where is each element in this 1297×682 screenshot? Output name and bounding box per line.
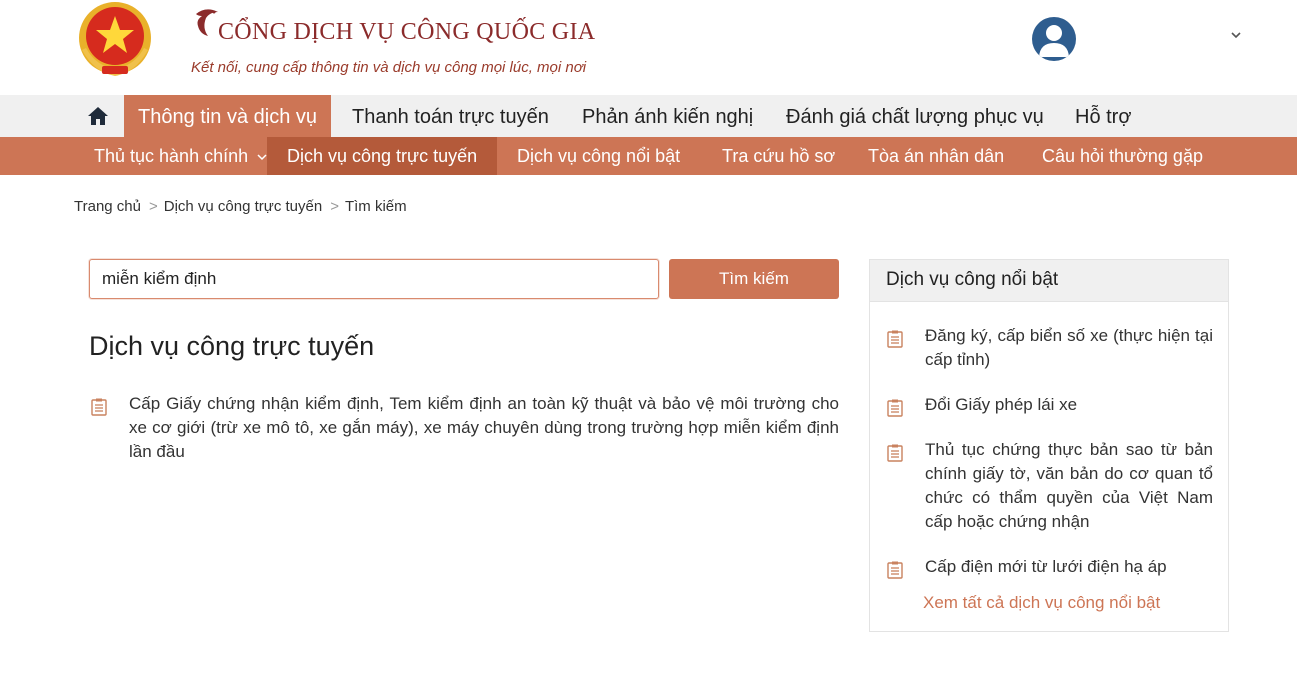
search-input[interactable] xyxy=(89,259,659,299)
featured-link[interactable]: Cấp điện mới từ lưới điện hạ áp xyxy=(925,557,1167,576)
sub-item-tra-cuu[interactable]: Tra cứu hồ sơ xyxy=(722,146,836,166)
sub-item-dvc-truc-tuyen[interactable]: Dịch vụ công trực tuyến xyxy=(267,137,497,175)
main-nav xyxy=(0,95,1297,137)
clipboard-icon xyxy=(887,399,903,417)
brand-title[interactable]: CỔNG DỊCH VỤ CÔNG QUỐC GIA xyxy=(218,19,596,45)
featured-services-panel xyxy=(869,259,1229,632)
breadcrumb-separator: > xyxy=(330,198,339,215)
clipboard-icon xyxy=(887,330,903,348)
breadcrumb-dvc[interactable]: Dịch vụ công trực tuyến xyxy=(163,198,323,215)
clipboard-icon xyxy=(887,561,903,579)
user-avatar-icon[interactable] xyxy=(1032,17,1076,61)
sub-item-label: Thủ tục hành chính xyxy=(94,146,249,166)
chevron-down-icon xyxy=(257,153,267,161)
featured-link[interactable]: Đổi Giấy phép lái xe xyxy=(925,395,1078,414)
result-link[interactable]: Cấp Giấy chứng nhận kiểm định, Tem kiểm định an toàn kỹ thuật và bảo vệ môi trường cho xe cơ giới (trừ xe mô tô, xe gắn máy), xe máy chuyên dùng trong trường hợp miễn kiểm định lần đầu xyxy=(129,394,839,461)
results-title: Dịch vụ công trực tuyến xyxy=(89,331,375,361)
featured-link[interactable]: Thủ tục chứng thực bản sao từ bản chính giấy tờ, văn bản do cơ quan tổ chức có thẩm quyền của Việt Nam cấp hoặc chứng nhận xyxy=(925,440,1213,531)
breadcrumb-current: Tìm kiếm xyxy=(344,198,407,215)
brand-slogan: Kết nối, cung cấp thông tin và dịch vụ công mọi lúc, mọi nơi xyxy=(191,59,587,76)
breadcrumb-home[interactable]: Trang chủ xyxy=(74,198,141,215)
national-emblem-icon[interactable] xyxy=(74,0,156,80)
search-button[interactable]: Tìm kiếm xyxy=(669,259,839,299)
nav-item-ho-tro[interactable]: Hỗ trợ xyxy=(1075,106,1132,128)
header xyxy=(0,0,1297,95)
sub-item-thu-tuc[interactable] xyxy=(94,137,267,175)
breadcrumb-separator: > xyxy=(148,198,158,215)
sub-nav xyxy=(0,137,1297,175)
nav-item-phan-anh[interactable]: Phản ánh kiến nghị xyxy=(582,106,754,128)
breadcrumb xyxy=(74,198,407,215)
home-icon[interactable] xyxy=(86,104,110,128)
clipboard-icon xyxy=(91,398,107,416)
nav-item-thong-tin[interactable]: Thông tin và dịch vụ xyxy=(124,95,331,137)
sub-item-toa-an[interactable]: Tòa án nhân dân xyxy=(868,146,1005,166)
chevron-down-icon[interactable] xyxy=(1230,30,1242,40)
sub-item-cau-hoi[interactable]: Câu hỏi thường gặp xyxy=(1042,146,1203,166)
panel-title: Dịch vụ công nổi bật xyxy=(870,260,1228,302)
sub-item-dvc-noi-bat[interactable]: Dịch vụ công nổi bật xyxy=(517,146,681,166)
nav-item-thanh-toan[interactable]: Thanh toán trực tuyến xyxy=(352,106,549,128)
clipboard-icon xyxy=(887,444,903,462)
featured-link[interactable]: Đăng ký, cấp biển số xe (thực hiện tại cấp tỉnh) xyxy=(925,326,1213,369)
nav-item-danh-gia[interactable]: Đánh giá chất lượng phục vụ xyxy=(786,106,1044,128)
view-all-link[interactable]: Xem tất cả dịch vụ công nổi bật xyxy=(923,593,1161,612)
